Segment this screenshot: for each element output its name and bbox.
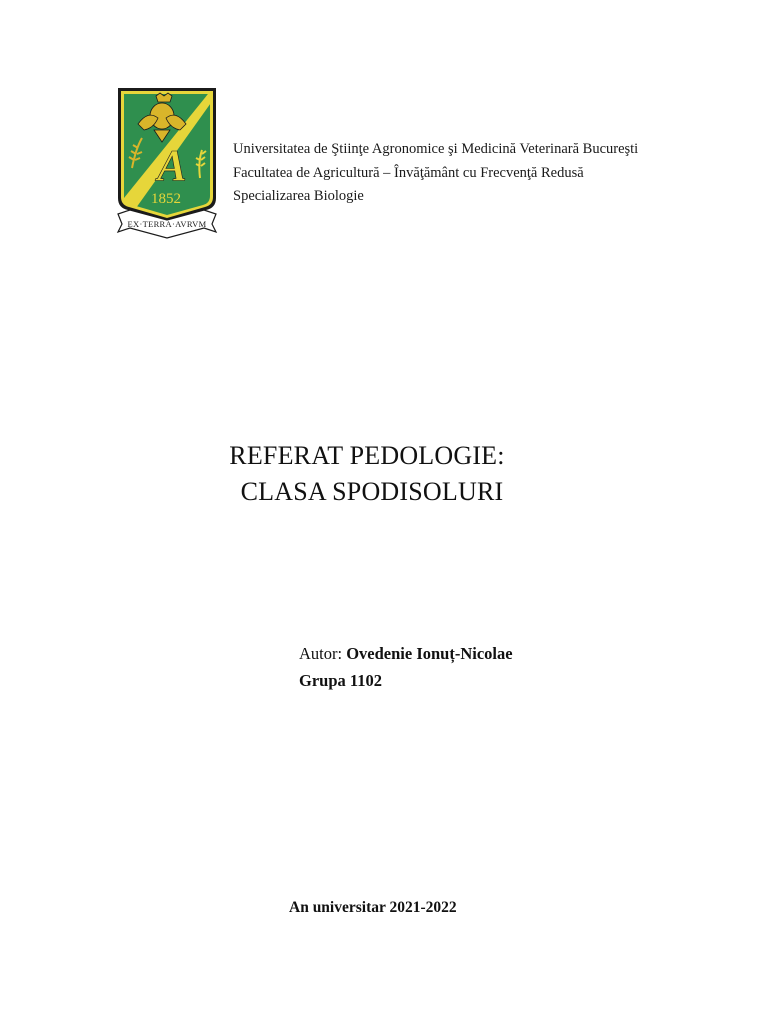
- faculty-name: Facultatea de Agricultură – Învăţământ cu Frecvenţă Redusă: [233, 164, 584, 181]
- svg-text:EX·TERRA·AVRVM: EX·TERRA·AVRVM: [127, 219, 207, 229]
- specialization-name: Specializarea Biologie: [233, 188, 364, 204]
- university-crest-icon: [116, 86, 218, 240]
- author-name: Ovedenie Ionuț-Nicolae: [346, 644, 513, 663]
- title-line-2: CLASA SPODISOLURI: [240, 477, 504, 506]
- document-title: [0, 438, 768, 510]
- institution-header: [233, 138, 753, 209]
- academic-year: An universitar 2021-2022: [289, 899, 457, 916]
- title-line-1: REFERAT PEDOLOGIE:: [229, 441, 505, 470]
- group-line: Grupa 1102: [299, 671, 382, 690]
- svg-text:1852: 1852: [151, 191, 181, 207]
- author-info: [299, 640, 513, 694]
- svg-text:A: A: [157, 141, 187, 190]
- university-name: Universitatea de Ştiinţe Agronomice şi Medicină Veterinară Bucureşti: [233, 141, 639, 157]
- author-line: [299, 640, 513, 667]
- author-label: Autor:: [299, 644, 347, 663]
